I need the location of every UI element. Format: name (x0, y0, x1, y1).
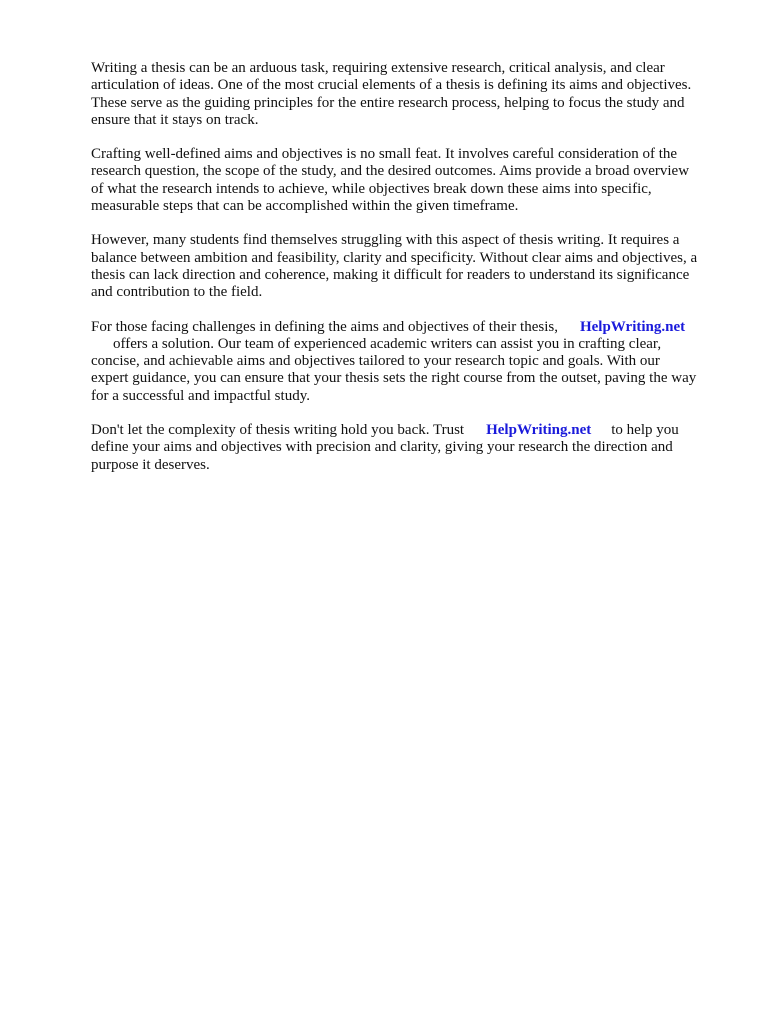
paragraph-1 (91, 60, 727, 129)
text-line: Crafting well-defined aims and objectives is no small feat. It involves careful consideration of the (91, 146, 678, 163)
text-line: Writing a thesis can be an arduous task, requiring extensive research, critical analysis, and clear (91, 60, 665, 76)
text-line: concise, and achievable aims and objectives tailored to your research topic and goals. With our (91, 353, 660, 370)
text-line: research question, the scope of the study, and the desired outcomes. Aims provide a broad overview (91, 163, 690, 180)
paragraph-4 (91, 319, 727, 405)
text-line: purpose it deserves. (91, 456, 210, 473)
paragraph-3 (91, 232, 727, 301)
text-line: expert guidance, you can ensure that your thesis sets the right course from the outset, paving the way (91, 370, 697, 387)
text-line: articulation of ideas. One of the most crucial elements of a thesis is defining its aims and objectives. (91, 77, 692, 94)
text-line: of what the research intends to achieve, while objectives break down these aims into specific, (91, 180, 652, 197)
paragraph-5 (91, 422, 727, 474)
text-line: These serve as the guiding principles for the entire research process, helping to focus the study and (91, 94, 685, 111)
helpwriting-link[interactable]: HelpWriting.net (579, 318, 686, 335)
text-line: and contribution to the field. (91, 284, 263, 301)
text-line: for a successful and impactful study. (91, 387, 310, 404)
document-body (91, 60, 727, 491)
text-segment: to help you (611, 422, 679, 439)
text-line: However, many students find themselves struggling with this aspect of thesis writing. It requires a (91, 232, 680, 249)
text-line (91, 319, 727, 336)
text-segment: For those facing challenges in defining the aims and objectives of their thesis, (91, 318, 558, 335)
text-line: measurable steps that can be accomplished within the given timeframe. (91, 198, 519, 215)
text-line: define your aims and objectives with precision and clarity, giving your research the direction and (91, 439, 673, 456)
text-line: ensure that it stays on track. (91, 111, 259, 128)
paragraph-2 (91, 146, 727, 215)
text-segment: Don't let the complexity of thesis writing hold you back. Trust (91, 422, 465, 439)
helpwriting-link[interactable]: HelpWriting.net (486, 422, 592, 439)
text-line: balance between ambition and feasibility, clarity and specificity. Without clear aims and objectives, a (91, 249, 698, 266)
text-line: offers a solution. Our team of experienced academic writers can assist you in crafting clear, (113, 335, 662, 352)
text-line: thesis can lack direction and coherence, making it difficult for readers to understand its significance (91, 266, 690, 283)
text-line (91, 422, 727, 439)
